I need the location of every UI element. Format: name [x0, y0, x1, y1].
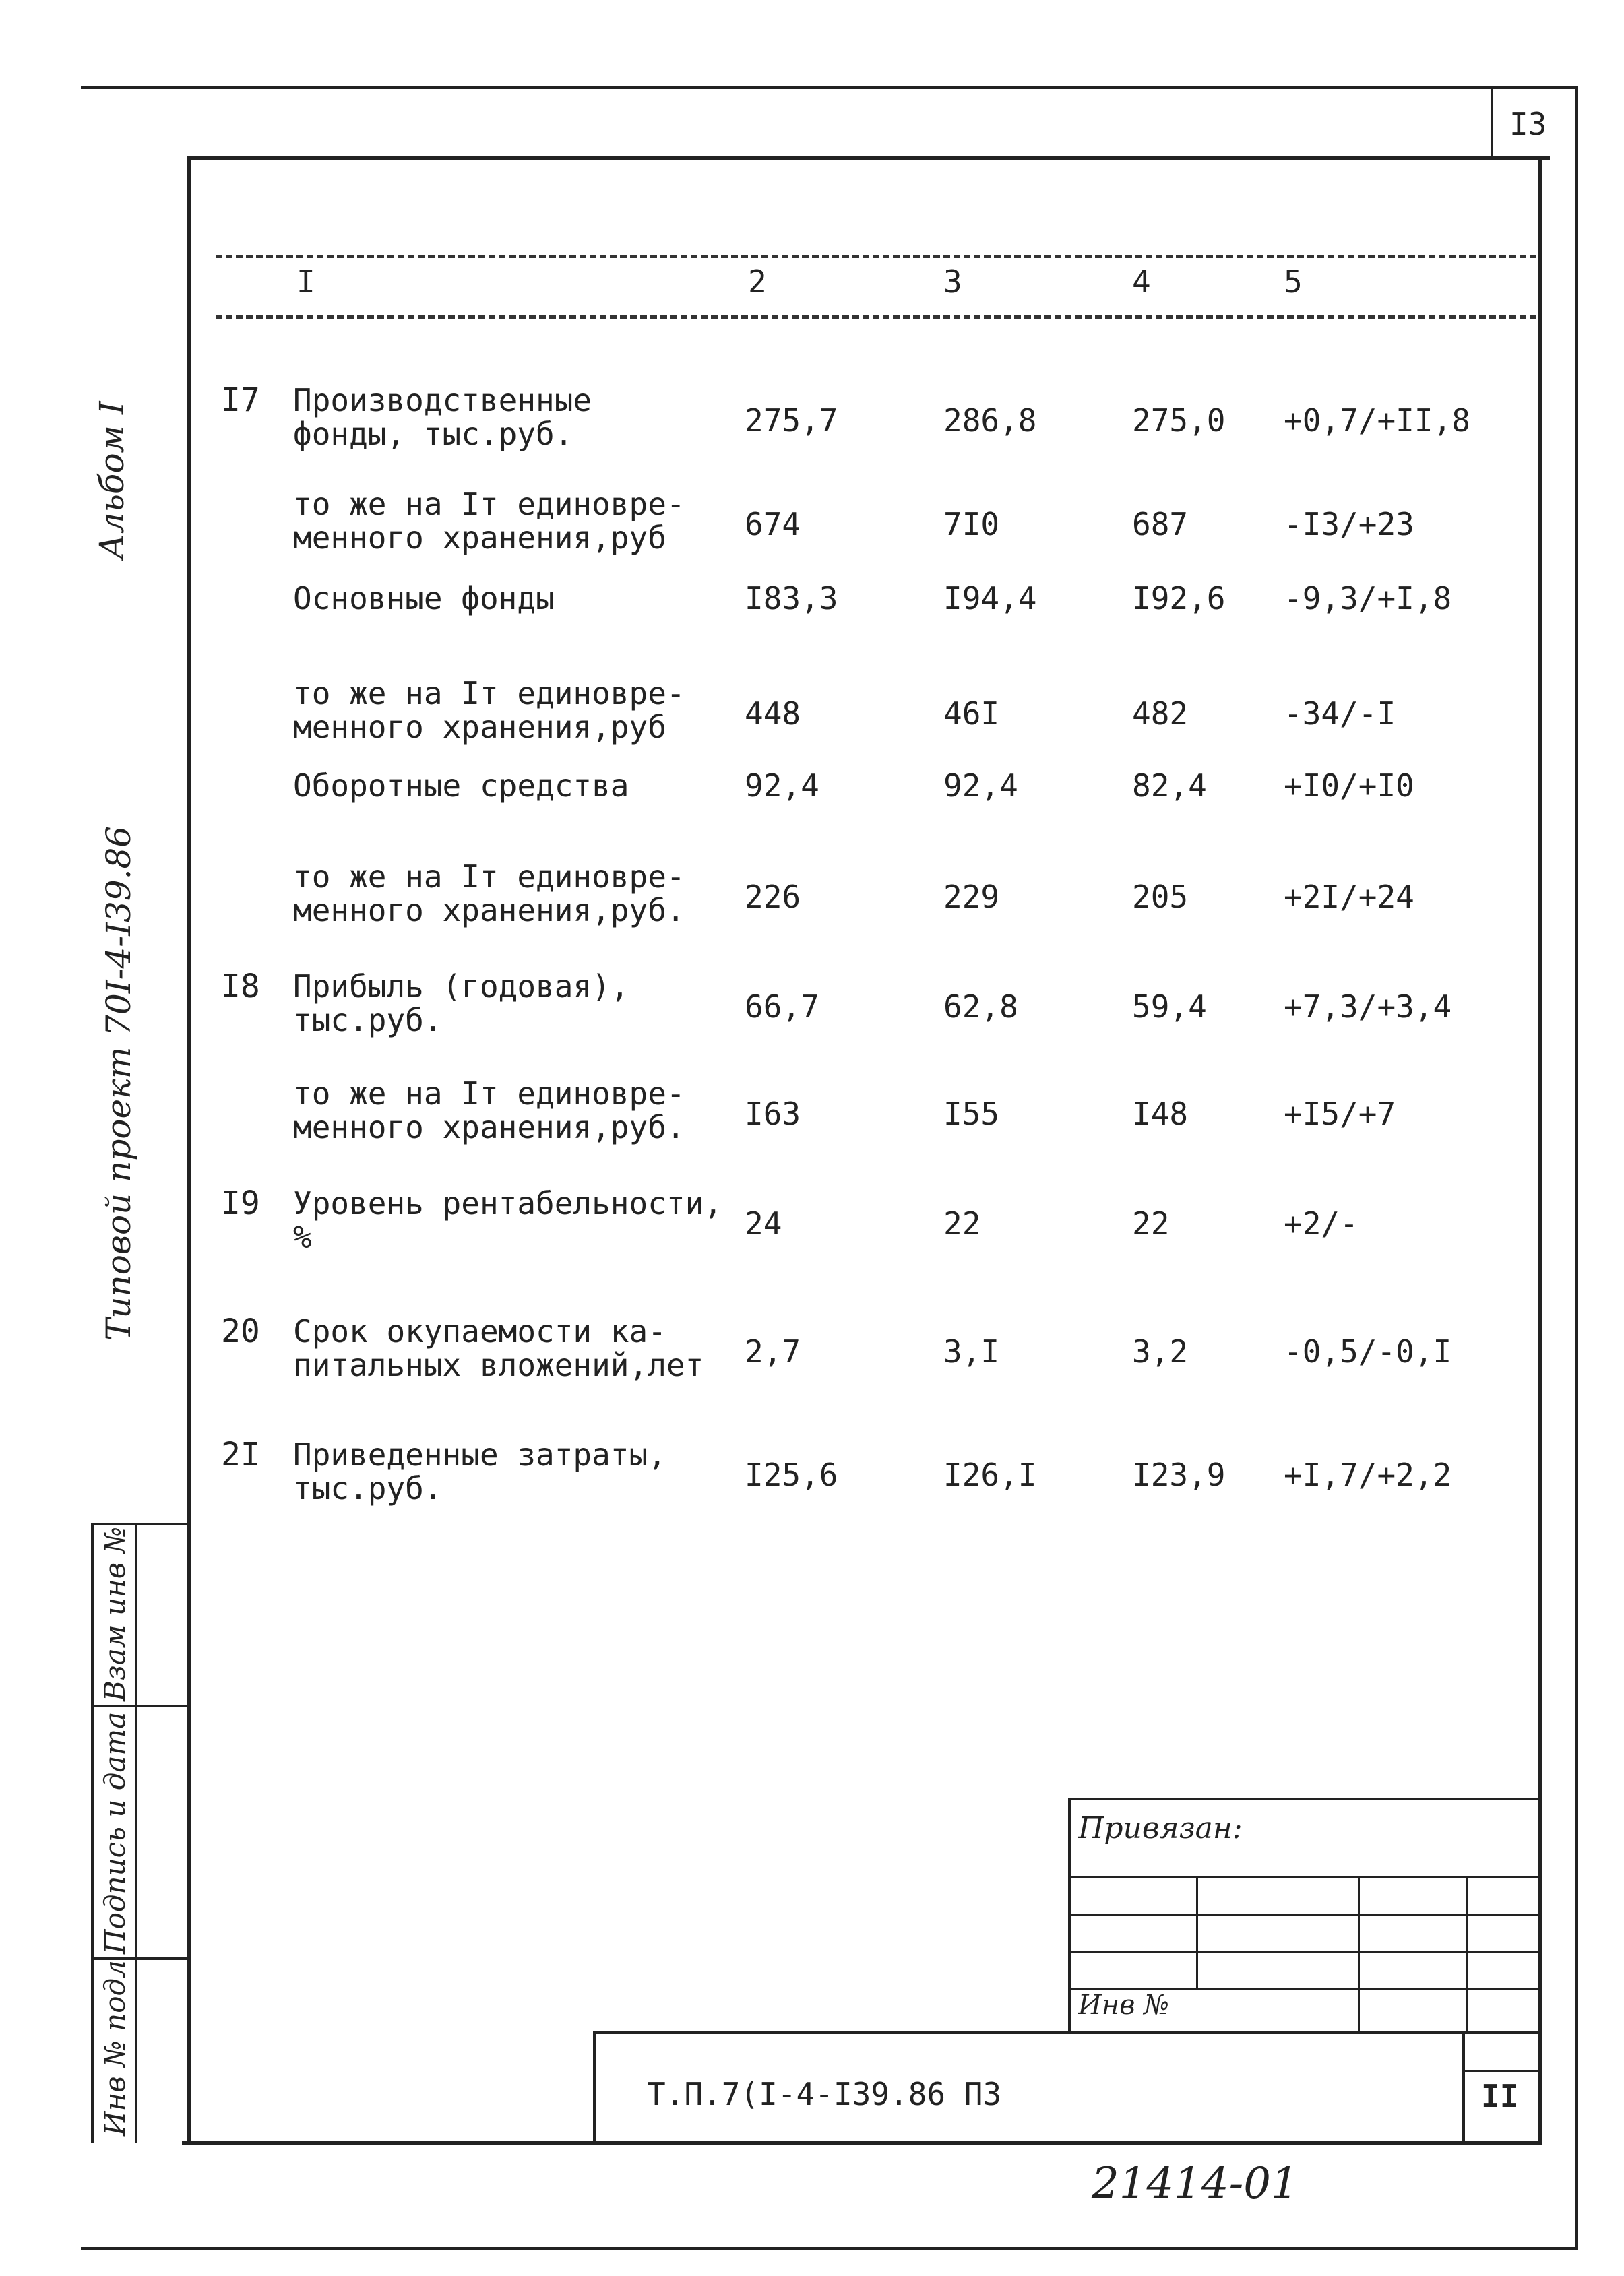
row-value-col-3: 286,8 — [943, 402, 1037, 439]
row-value-col-3: I94,4 — [943, 580, 1037, 617]
margin-vzam-inv: Взам инв № — [98, 1526, 131, 1701]
row-label-line: менного хранения,руб. — [293, 1109, 685, 1145]
page-number: I3 — [1509, 106, 1547, 142]
row-label-line: % — [293, 1219, 312, 1255]
tie-block-left — [1068, 1798, 1071, 2033]
tie-block-row3 — [1068, 1951, 1540, 1953]
row-label-line: Срок окупаемости ка- — [293, 1313, 666, 1350]
row-value-col-4: 59,4 — [1132, 988, 1207, 1025]
row-value-col-2: 2,7 — [745, 1333, 801, 1370]
row-value-col-5: +2/- — [1284, 1205, 1358, 1242]
row-value-col-3: 22 — [943, 1205, 981, 1242]
top-rule — [81, 86, 1577, 89]
tie-block-top — [1068, 1798, 1540, 1800]
row-value-col-4: I23,9 — [1132, 1457, 1226, 1493]
stamp-number: 21414-01 — [1092, 2159, 1299, 2209]
tie-block-inv-label: Инв № — [1078, 1990, 1170, 2021]
inner-frame-bottom — [182, 2141, 1542, 2145]
margin-inv-podl: Инв № подл — [98, 1960, 131, 2136]
header-col-2: 2 — [748, 263, 767, 300]
row-value-col-3: 7I0 — [943, 506, 1000, 542]
row-label-line: то же на Iт единовре- — [293, 1075, 685, 1112]
row-value-col-5: -34/-I — [1284, 695, 1396, 732]
row-label-line: Приведенные затраты, — [293, 1436, 666, 1473]
tie-block-label: Привязан: — [1078, 1811, 1243, 1845]
sheet-box-left — [1462, 2031, 1465, 2145]
row-value-col-5: +7,3/+3,4 — [1284, 988, 1452, 1025]
row-label-line: Основные фонды — [293, 580, 555, 617]
row-value-col-2: 448 — [745, 695, 801, 732]
row-value-col-4: I92,6 — [1132, 580, 1226, 617]
row-value-col-2: 66,7 — [745, 988, 819, 1025]
right-outer-rule — [1575, 86, 1578, 2249]
row-value-col-4: 82,4 — [1132, 767, 1207, 804]
row-value-col-3: I55 — [943, 1096, 1000, 1132]
row-value-col-4: 687 — [1132, 506, 1189, 542]
row-value-col-4: 482 — [1132, 695, 1189, 732]
tie-block-row2 — [1068, 1914, 1540, 1916]
row-value-col-5: -9,3/+I,8 — [1284, 580, 1452, 617]
margin-podpis-data: Подпись и дата — [98, 1711, 131, 1954]
row-value-col-2: 24 — [745, 1205, 782, 1242]
row-value-col-2: 275,7 — [745, 402, 838, 439]
row-value-col-3: 62,8 — [943, 988, 1018, 1025]
header-rule-bottom — [216, 315, 1536, 319]
row-label-line: то же на Iт единовре- — [293, 675, 685, 712]
margin-box-sep2 — [91, 1705, 189, 1707]
row-value-col-4: 205 — [1132, 879, 1189, 915]
row-value-col-4: 22 — [1132, 1205, 1170, 1242]
row-label-line: Оборотные средства — [293, 767, 629, 804]
document-code: Т.П.7(I-4-I39.86 ПЗ — [647, 2076, 1002, 2112]
row-value-col-3: I26,I — [943, 1457, 1037, 1493]
row-label-line: Производственные — [293, 382, 592, 418]
tie-block-col2 — [1358, 1876, 1360, 2033]
row-number: I8 — [221, 968, 260, 1005]
margin-box-sep1 — [91, 1523, 189, 1525]
row-value-col-2: I63 — [745, 1096, 801, 1132]
row-value-col-2: 226 — [745, 879, 801, 915]
row-number: I9 — [221, 1184, 260, 1222]
row-value-col-4: I48 — [1132, 1096, 1189, 1132]
row-value-col-5: +I5/+7 — [1284, 1096, 1396, 1132]
row-value-col-3: 92,4 — [943, 767, 1018, 804]
margin-box-col — [135, 1523, 137, 2143]
header-col-4: 4 — [1132, 263, 1151, 300]
row-value-col-4: 3,2 — [1132, 1333, 1189, 1370]
row-value-col-3: 229 — [943, 879, 1000, 915]
bottom-rule — [81, 2247, 1578, 2250]
title-block-top — [593, 2031, 1542, 2034]
sheet-number: II — [1481, 2078, 1519, 2114]
row-value-col-2: I83,3 — [745, 580, 838, 617]
header-col-3: 3 — [943, 263, 962, 300]
row-label-line: питальных вложений,лет — [293, 1347, 704, 1383]
sheet-box-sep — [1462, 2070, 1542, 2072]
row-value-col-5: +2I/+24 — [1284, 879, 1414, 915]
row-label-line: менного хранения,руб — [293, 519, 666, 556]
album-label: Альбом I — [92, 401, 131, 559]
row-value-col-5: +0,7/+II,8 — [1284, 402, 1470, 439]
page-number-box-left — [1491, 86, 1493, 156]
inner-frame-top — [187, 156, 1550, 160]
tie-block-col1 — [1196, 1876, 1198, 1988]
row-label-line: менного хранения,руб. — [293, 892, 685, 928]
row-label-line: то же на Iт единовре- — [293, 486, 685, 522]
row-value-col-5: +I0/+I0 — [1284, 767, 1414, 804]
row-value-col-5: -0,5/-0,I — [1284, 1333, 1452, 1370]
row-value-col-5: -I3/+23 — [1284, 506, 1414, 542]
row-value-col-3: 3,I — [943, 1333, 1000, 1370]
row-value-col-2: 92,4 — [745, 767, 819, 804]
header-col-5: 5 — [1284, 263, 1303, 300]
row-value-col-3: 46I — [943, 695, 1000, 732]
inner-frame-left — [187, 156, 191, 2144]
tie-block-row1 — [1068, 1876, 1540, 1878]
row-label-line: Уровень рентабельности, — [293, 1185, 722, 1222]
row-number: I7 — [221, 381, 260, 419]
project-label: Типовой проект 70I-4-I39.86 — [99, 825, 138, 1341]
inner-frame-right — [1538, 156, 1542, 2144]
row-value-col-2: I25,6 — [745, 1457, 838, 1493]
row-number: 2I — [221, 1436, 260, 1474]
row-label-line: тыс.руб. — [293, 1002, 443, 1038]
row-number: 20 — [221, 1313, 260, 1350]
row-label-line: фонды, тыс.руб. — [293, 416, 573, 452]
header-rule-top — [216, 255, 1536, 258]
row-label-line: то же на Iт единовре- — [293, 858, 685, 895]
row-value-col-2: 674 — [745, 506, 801, 542]
row-label-line: тыс.руб. — [293, 1470, 443, 1507]
row-value-col-5: +I,7/+2,2 — [1284, 1457, 1452, 1493]
margin-box-left — [91, 1523, 94, 2143]
row-label-line: менного хранения,руб — [293, 709, 666, 745]
title-block-left — [593, 2031, 596, 2145]
row-value-col-4: 275,0 — [1132, 402, 1226, 439]
tie-block-col3 — [1466, 1876, 1468, 2033]
row-label-line: Прибыль (годовая), — [293, 968, 629, 1005]
header-col-1: I — [296, 263, 315, 300]
